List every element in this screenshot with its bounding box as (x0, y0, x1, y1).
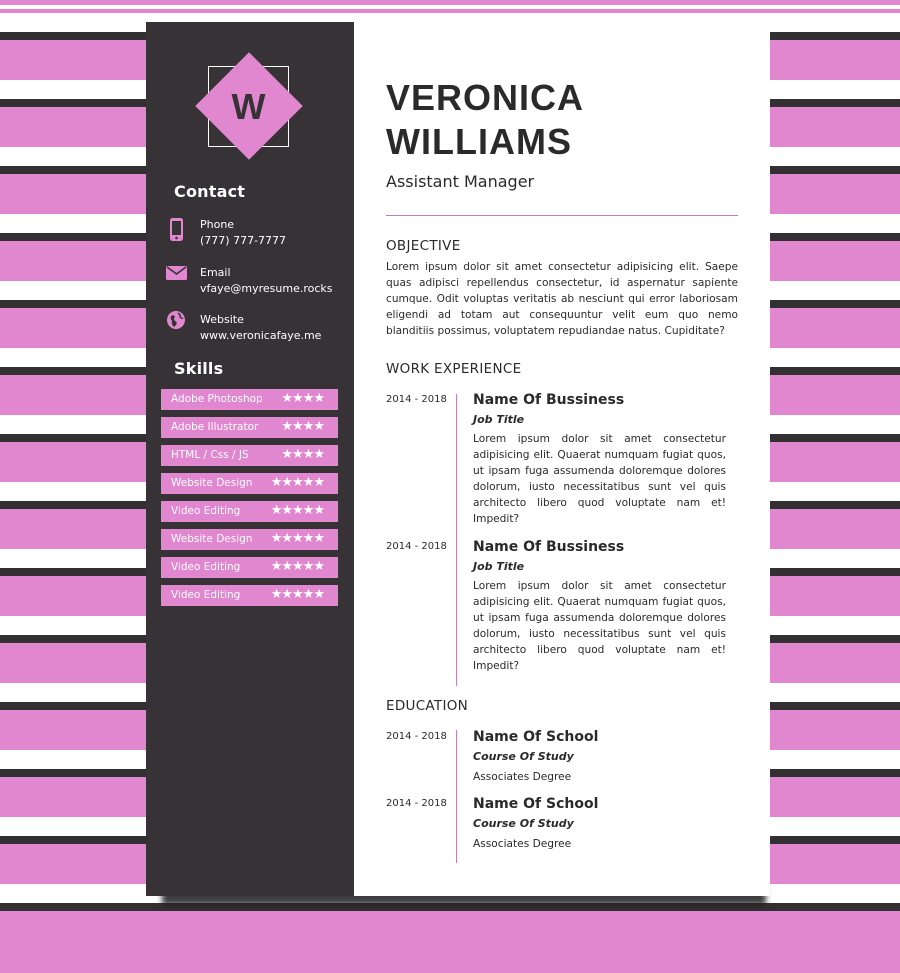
entry-dates: 2014 - 2018 (386, 731, 447, 742)
education-entry (386, 796, 738, 856)
skill-name: Video Editing (171, 561, 241, 573)
school-name: Name Of School (473, 796, 599, 812)
contact-heading: Contact (174, 182, 246, 201)
skill-bar (161, 585, 338, 606)
skill-name: Adobe Photoshop (171, 393, 263, 405)
skill-name: HTML / Css / JS (171, 449, 249, 461)
skill-bar (161, 389, 338, 410)
role-title: Job Title (473, 413, 525, 426)
skill-rating-stars: ★★★★★ (270, 531, 324, 546)
skill-rating-stars: ★★★★ (281, 447, 324, 462)
work-heading: WORK EXPERIENCE (386, 361, 522, 377)
email-value[interactable]: vfaye@myresume.rocks (200, 282, 333, 295)
skill-name: Website Design (171, 477, 253, 489)
skill-bar (161, 445, 338, 466)
phone-icon (166, 218, 186, 242)
contact-website (146, 313, 354, 349)
entry-dates: 2014 - 2018 (386, 798, 447, 809)
skill-name: Video Editing (171, 589, 241, 601)
entry-dates: 2014 - 2018 (386, 541, 447, 552)
skill-bar (161, 417, 338, 438)
skill-rating-stars: ★★★★ (281, 391, 324, 406)
globe-icon (166, 309, 186, 333)
school-name: Name Of School (473, 729, 599, 745)
phone-label: Phone (200, 218, 235, 231)
work-entry (386, 539, 738, 679)
degree: Associates Degree (473, 838, 572, 850)
sidebar (146, 22, 354, 896)
course-of-study: Course Of Study (473, 750, 574, 763)
resume-page (146, 22, 770, 896)
header-divider (386, 215, 738, 216)
company-name: Name Of Bussiness (473, 539, 625, 555)
skill-bar (161, 473, 338, 494)
skill-bar (161, 529, 338, 550)
skill-bar (161, 501, 338, 522)
entry-dates: 2014 - 2018 (386, 394, 447, 405)
education-heading: EDUCATION (386, 698, 469, 714)
skill-bar (161, 557, 338, 578)
contact-phone (146, 218, 354, 254)
skill-rating-stars: ★★★★★ (270, 587, 324, 602)
website-value[interactable]: www.veronicafaye.me (200, 329, 322, 342)
main-content (354, 22, 770, 896)
skill-name: Website Design (171, 533, 253, 545)
role-description: Lorem ipsum dolor sit amet consectetur adipisicing elit. Quaerat numquam fugiat quos, ut ipsam fuga assumenda doloremque dolores dolorum, iusto necessitatibus sunt vel quis architecto libero quod voluptate nam et! Impedit? (473, 433, 726, 525)
phone-value[interactable]: (777) 777-7777 (200, 234, 287, 247)
job-title: Assistant Manager (386, 172, 535, 191)
email-label: Email (200, 266, 231, 279)
website-label: Website (200, 313, 244, 326)
role-description: Lorem ipsum dolor sit amet consectetur adipisicing elit. Quaerat numquam fugiat quos, ut ipsam fuga assumenda doloremque dolores dolorum, iusto necessitatibus sunt vel quis architecto libero quod voluptate nam et! Impedit? (473, 580, 726, 672)
envelope-icon (166, 263, 186, 287)
contact-email (146, 266, 354, 302)
company-name: Name Of Bussiness (473, 392, 625, 408)
last-name: WILLIAMS (386, 121, 572, 162)
work-entry (386, 392, 738, 532)
education-entry (386, 729, 738, 789)
first-name: VERONICA (386, 77, 585, 118)
objective-text: Lorem ipsum dolor sit amet consectetur adipisicing elit. Saepe quas adipisci repellendus consectetur, id aspernatur sapiente cumque. Odit voluptas veritatis ab nesciunt qui error laboriosam eligendi ad totam aut consequuntur velit eum quo nemo blanditiis possimus, voluptatem repudiandae natus. Cupiditate? (386, 261, 738, 337)
top-stripe (0, 0, 900, 9)
monogram-letter: W (231, 85, 266, 127)
skill-rating-stars: ★★★★★ (270, 503, 324, 518)
course-of-study: Course Of Study (473, 817, 574, 830)
skill-name: Adobe Illustrator (171, 421, 259, 433)
skill-rating-stars: ★★★★★ (270, 475, 324, 490)
degree: Associates Degree (473, 771, 572, 783)
skill-name: Video Editing (171, 505, 241, 517)
skill-rating-stars: ★★★★ (281, 419, 324, 434)
skill-rating-stars: ★★★★★ (270, 559, 324, 574)
objective-heading: OBJECTIVE (386, 238, 461, 254)
role-title: Job Title (473, 560, 525, 573)
skills-heading: Skills (174, 359, 224, 378)
